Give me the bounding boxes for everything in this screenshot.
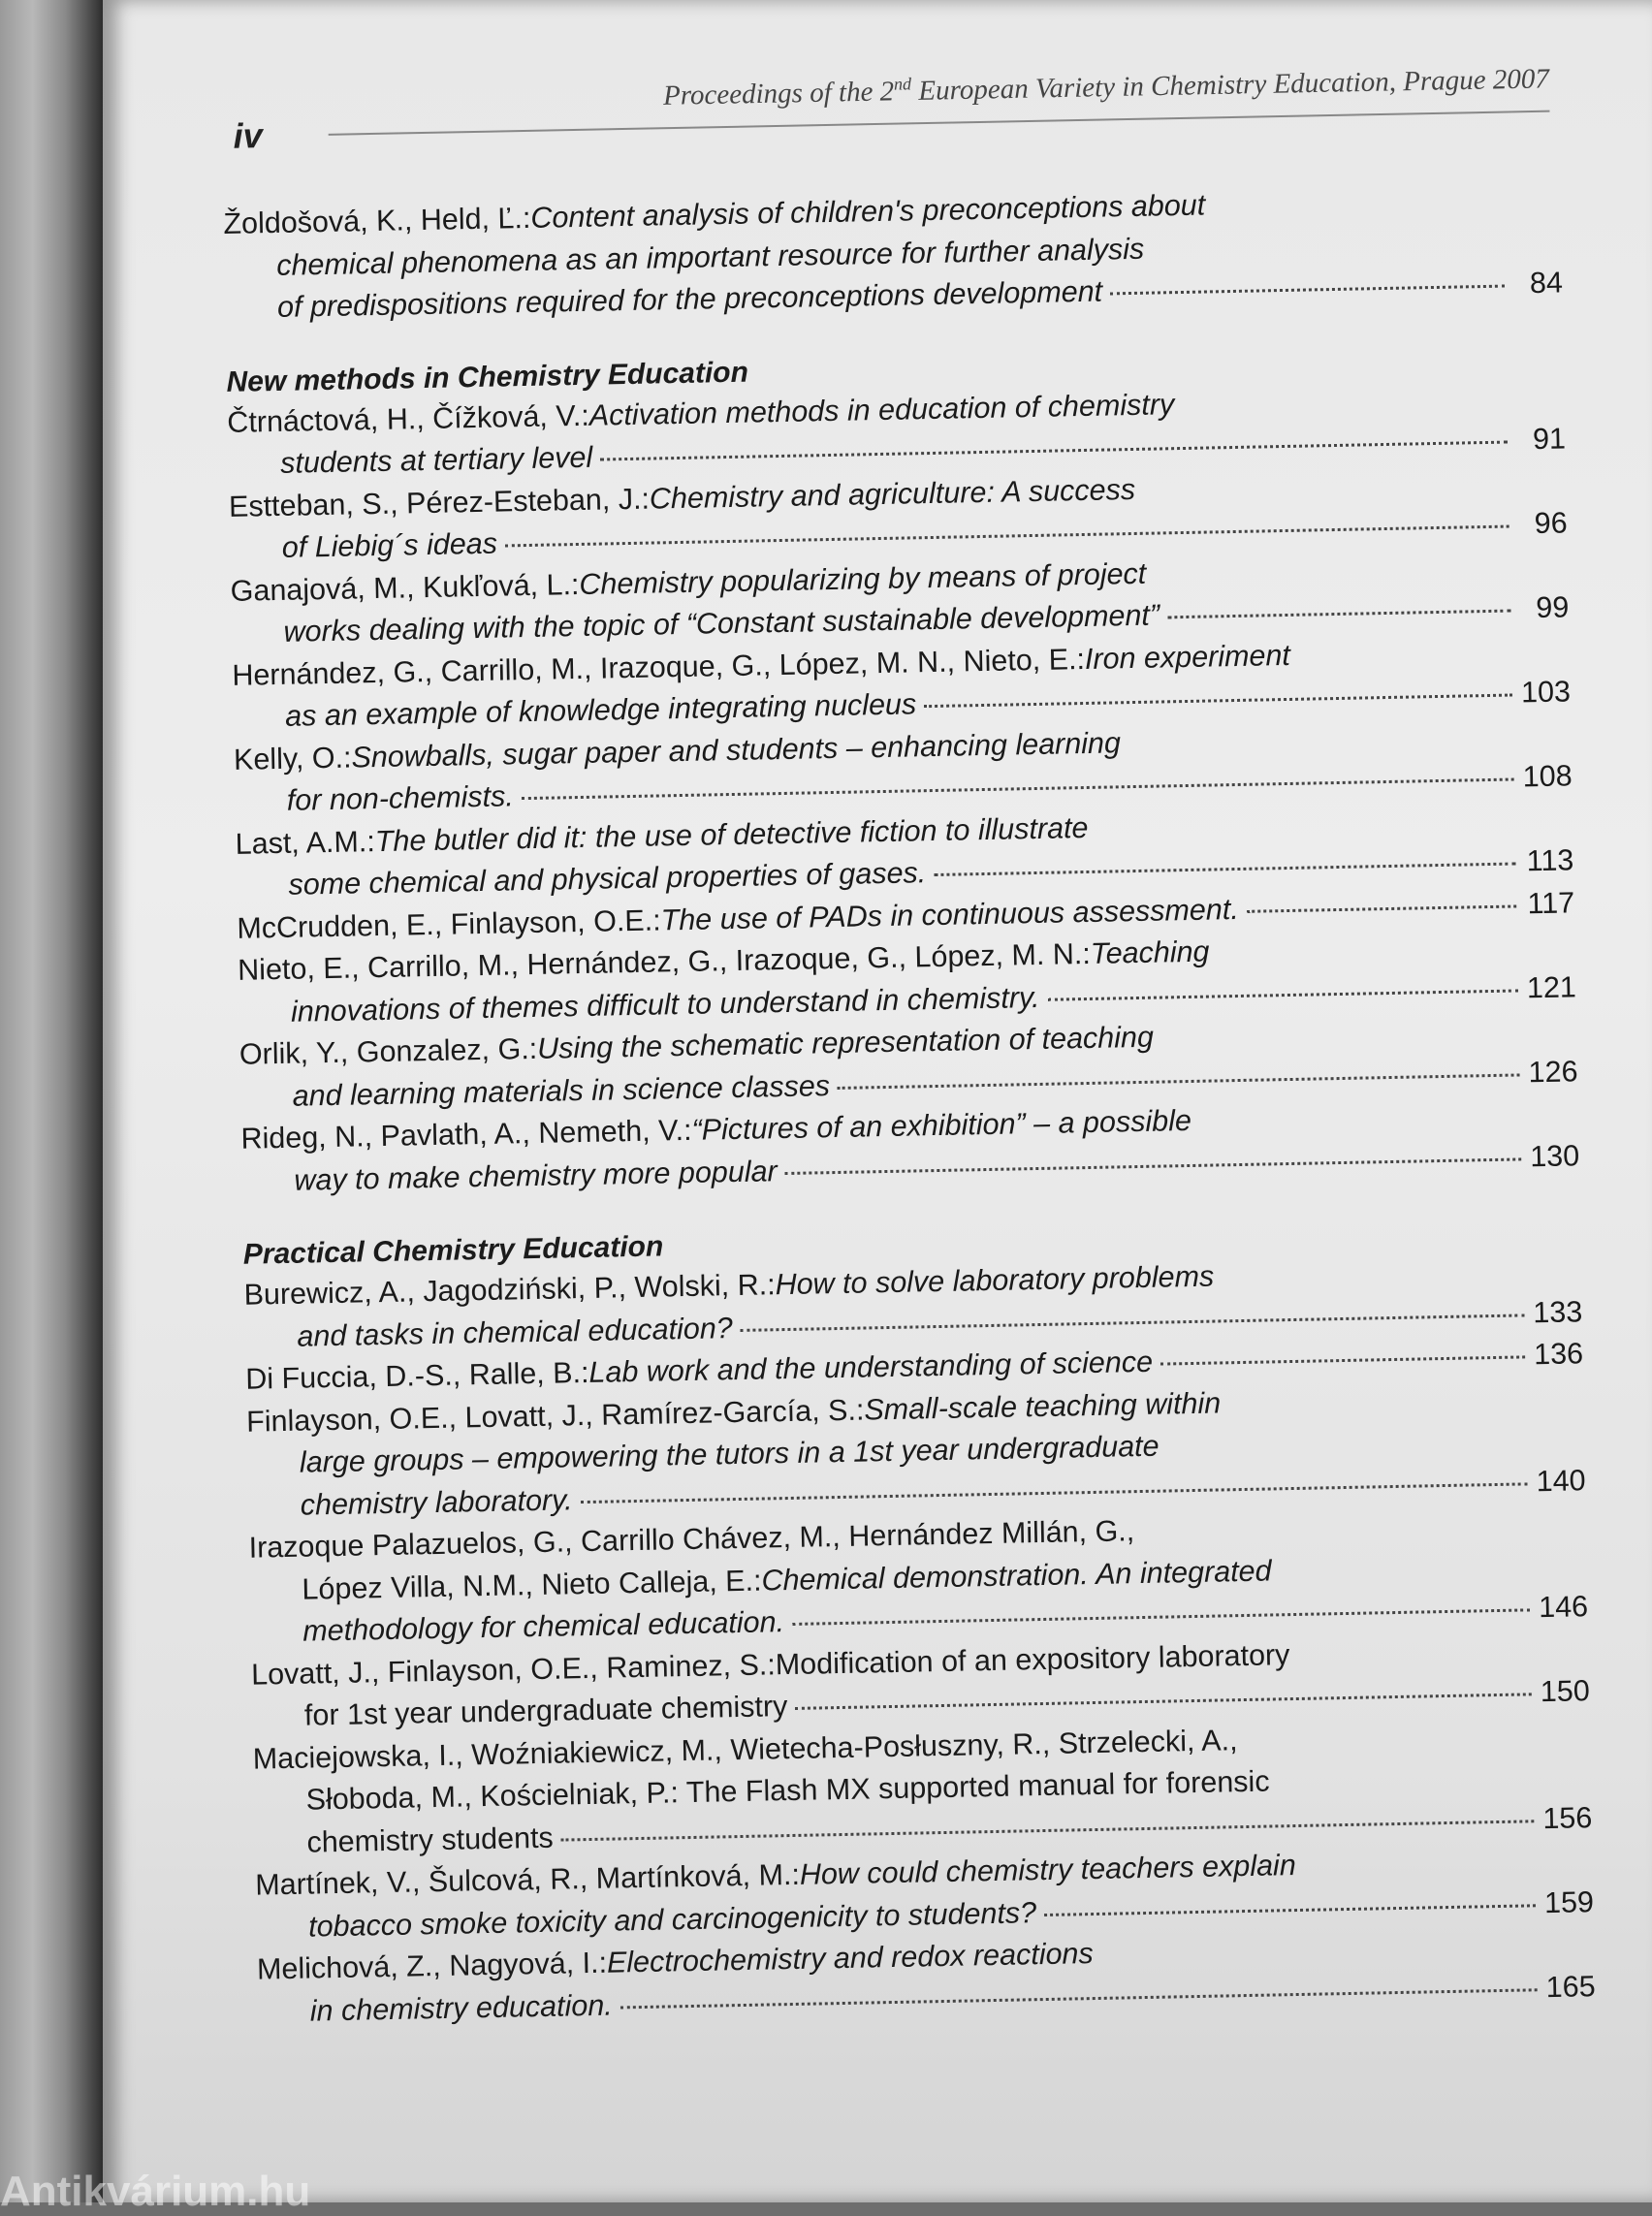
dot-leader xyxy=(741,1314,1525,1332)
book-page xyxy=(103,0,1652,2202)
entry-title-continued: works dealing with the topic of “Constant sustainable development” xyxy=(283,598,1160,649)
entry-authors: Finlayson, O.E., Lovatt, J., Ramírez-García, S.: xyxy=(245,1392,865,1439)
entry-authors: Burewicz, A., Jagodziński, P., Wolski, R.: xyxy=(243,1268,776,1312)
table-of-contents xyxy=(223,177,1596,2033)
section-heading: New methods in Chemistry Education xyxy=(226,356,749,398)
entry-page-number: 146 xyxy=(1538,1590,1589,1625)
entry-title: Chemistry popularizing by means of project xyxy=(579,556,1147,601)
entry-authors: Kelly, O.: xyxy=(233,741,352,776)
dot-leader xyxy=(792,1608,1530,1626)
entry-page-number: 156 xyxy=(1542,1800,1593,1835)
entry-page-number: 133 xyxy=(1533,1294,1583,1329)
entry-title-continued: for non-chemists. xyxy=(286,779,515,817)
entry-title: Modification of an expository laboratory xyxy=(775,1637,1290,1681)
entry-title-continued: some chemical and physical properties of gases. xyxy=(288,856,927,902)
entry-title-continued: and learning materials in science classes xyxy=(292,1068,831,1113)
entry-title: How could chemistry teachers explain xyxy=(799,1849,1297,1891)
entry-authors: Irazoque Palazuelos, G., Carrillo Chávez, M., Hernández Millán, G., xyxy=(248,1514,1135,1565)
dot-leader xyxy=(934,862,1515,876)
dot-leader xyxy=(1110,285,1505,296)
entry-title-continued: innovations of themes difficult to understand in chemistry. xyxy=(290,980,1040,1029)
toc-entry xyxy=(252,1713,1592,1865)
entry-page-number: 117 xyxy=(1527,885,1575,920)
entry-authors: Rideg, N., Pavlath, A., Nemeth, V.: xyxy=(240,1113,692,1155)
entry-title-continued: of Liebig´s ideas xyxy=(281,526,498,564)
entry-page-number: 113 xyxy=(1526,843,1574,878)
entry-page-number: 136 xyxy=(1533,1337,1584,1372)
entry-title: “Pictures of an exhibition” – a possible xyxy=(691,1103,1192,1147)
entry-title-continued: students at tertiary level xyxy=(279,440,593,480)
entry-title: Electrochemistry and redox reactions xyxy=(606,1937,1095,1979)
entry-authors: Hernández, G., Carrillo, M., Irazoque, G., López, M. N., Nieto, E.: xyxy=(232,642,1086,692)
entry-title-continued: chemistry students xyxy=(306,1820,555,1859)
entry-page-number: 96 xyxy=(1534,506,1568,541)
entry-title-continued: chemistry laboratory. xyxy=(300,1482,573,1522)
entry-title: Small-scale teaching within xyxy=(864,1385,1222,1426)
entry-page-number: 103 xyxy=(1520,675,1572,710)
book-binding xyxy=(0,0,109,2202)
entry-title-continued: in chemistry education. xyxy=(309,1988,614,2028)
dot-leader xyxy=(1167,610,1510,619)
watermark: Antikvárium.hu xyxy=(0,2168,311,2215)
entry-title-continued: way to make chemistry more popular xyxy=(294,1154,778,1197)
dot-leader xyxy=(1247,904,1516,912)
entry-authors: Last, A.M.: xyxy=(235,824,376,861)
entry-authors: Estteban, S., Pérez-Esteban, J.: xyxy=(228,482,651,523)
entry-title: The butler did it: the use of detective fiction to illustrate xyxy=(374,810,1089,858)
entry-title-continued: of predispositions required for the preconceptions development xyxy=(276,274,1103,324)
entry-title: Chemical demonstration. An integrated xyxy=(761,1553,1272,1598)
entry-page-number: 126 xyxy=(1528,1054,1578,1089)
entry-authors: Čtrnáctová, H., Čížková, V.: xyxy=(227,398,590,439)
dot-leader xyxy=(522,778,1514,801)
dot-leader xyxy=(1160,1355,1525,1365)
dot-leader xyxy=(561,1820,1535,1841)
page-number: iv xyxy=(233,115,264,156)
entry-title-continued: and tasks in chemical education? xyxy=(297,1311,734,1353)
entry-authors: Nieto, E., Carrillo, M., Hernández, G., Irazoque, G., López, M. N.: xyxy=(237,936,1092,987)
entry-authors: Lovatt, J., Finlayson, O.E., Raminez, S.: xyxy=(250,1647,777,1692)
entry-title: Teaching xyxy=(1090,934,1210,970)
entry-authors: Žoldošová, K., Held, Ľ.: xyxy=(223,201,531,240)
entry-page-number: 121 xyxy=(1526,969,1577,1004)
entry-title-continued: large groups – empowering the tutors in a 1st year undergraduate xyxy=(299,1429,1160,1479)
dot-leader xyxy=(795,1693,1531,1710)
entry-authors: McCrudden, E., Finlayson, O.E.: xyxy=(237,902,661,945)
section-heading: Practical Chemistry Education xyxy=(242,1230,664,1271)
toc-entry xyxy=(248,1502,1588,1654)
entry-title: Content analysis of children's preconceptions about xyxy=(530,188,1206,235)
entry-title: Lab work and the understanding of science xyxy=(588,1345,1154,1389)
entry-title: Activation methods in education of chemistry xyxy=(588,387,1175,432)
entry-title: Iron experiment xyxy=(1084,638,1291,676)
dot-leader xyxy=(600,441,1508,461)
toc-entry xyxy=(223,177,1563,330)
entry-title: The use of PADs in continuous assessment. xyxy=(660,892,1240,936)
entry-page-number: 159 xyxy=(1543,1884,1595,1919)
entry-authors: Maciejowska, I., Woźniakiewicz, M., Wietecha-Posłuszny, R., Strzelecki, A., xyxy=(252,1723,1238,1776)
entry-page-number: 108 xyxy=(1522,759,1573,794)
entry-page-number: 130 xyxy=(1529,1138,1580,1173)
entry-authors: Ganajová, M., Kukľová, L.: xyxy=(230,567,580,608)
entry-title-continued: chemical phenomena as an important resource for further analysis xyxy=(275,232,1145,282)
dot-leader xyxy=(505,525,1509,548)
dot-leader xyxy=(785,1157,1522,1175)
header-rule xyxy=(329,111,1550,136)
dot-leader xyxy=(620,1988,1538,2009)
toc-entry xyxy=(246,1376,1586,1528)
dot-leader xyxy=(1047,989,1517,1000)
dot-leader xyxy=(1044,1904,1536,1916)
entry-title-continued: Słoboda, M., Kościelniak, P.: The Flash MX supported manual for forensic xyxy=(305,1764,1270,1817)
entry-page-number: 91 xyxy=(1532,422,1567,457)
entry-authors: López Villa, N.M., Nieto Calleja, E.: xyxy=(302,1564,762,1606)
entry-page-number: 99 xyxy=(1536,590,1570,625)
entry-page-number: 165 xyxy=(1545,1969,1596,2004)
entry-page-number: 84 xyxy=(1529,266,1564,301)
entry-title: Chemistry and agriculture: A success xyxy=(649,472,1136,516)
dot-leader xyxy=(838,1073,1520,1090)
entry-page-number: 140 xyxy=(1536,1463,1586,1498)
dot-leader xyxy=(581,1482,1528,1504)
entry-title-continued: methodology for chemical education. xyxy=(302,1605,785,1648)
entry-authors: Martínek, V., Šulcová, R., Martínková, M.: xyxy=(255,1857,801,1902)
entry-authors: Di Fuccia, D.-S., Ralle, B.: xyxy=(244,1355,589,1396)
entry-page-number: 150 xyxy=(1540,1674,1591,1709)
entry-title: How to solve laboratory problems xyxy=(775,1259,1215,1302)
entry-title-continued: tobacco smoke toxicity and carcinogenicity to students? xyxy=(307,1895,1037,1944)
entry-title: Snowballs, sugar paper and students – enhancing learning xyxy=(351,725,1122,775)
entry-authors: Orlik, Y., Gonzalez, G.: xyxy=(238,1031,538,1071)
running-head: Proceedings of the 2nd European Variety in Chemistry Education, Prague 2007 xyxy=(662,63,1550,111)
entry-title-continued: as an example of knowledge integrating nucleus xyxy=(284,687,917,733)
page-content xyxy=(219,0,1652,2202)
entry-authors: Melichová, Z., Nagyová, I.: xyxy=(256,1946,608,1986)
entry-title: Using the schematic representation of teaching xyxy=(536,1020,1155,1065)
entry-title-continued: for 1st year undergraduate chemistry xyxy=(303,1690,788,1732)
dot-leader xyxy=(924,694,1512,709)
